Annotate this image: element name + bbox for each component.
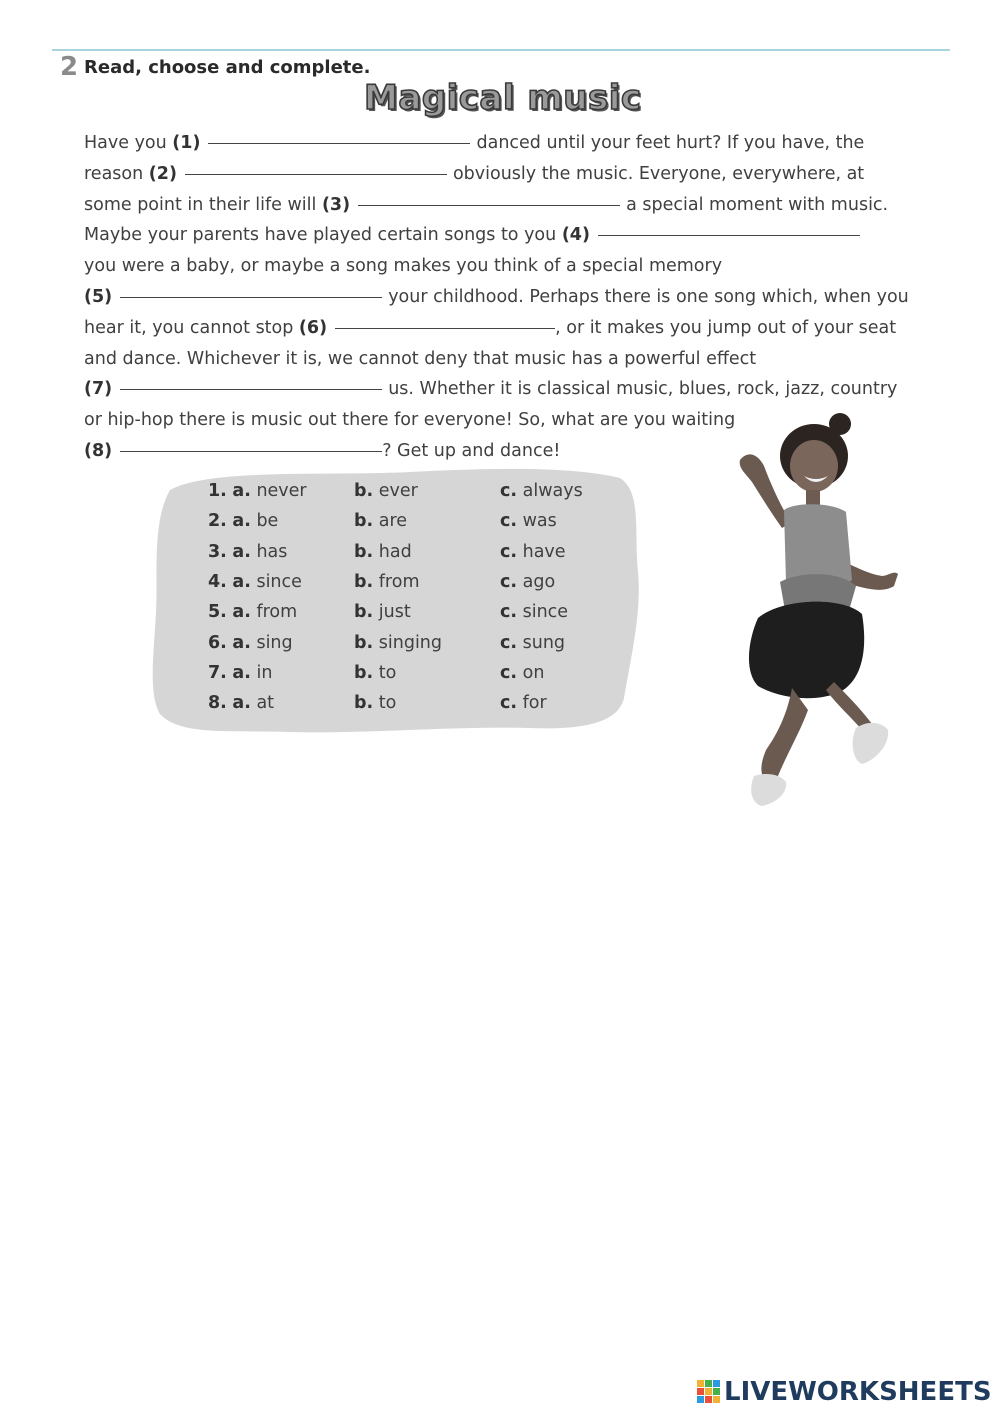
option-row-2: [208, 506, 628, 536]
passage-line-6: (5) your childhood. Perhaps there is one song which, when you: [84, 286, 909, 307]
option-6-a[interactable]: 6. a. sing: [208, 632, 293, 653]
option-7-b[interactable]: b. to: [354, 662, 397, 683]
option-7-a[interactable]: 7. a. in: [208, 662, 273, 683]
option-2-c[interactable]: c. was: [500, 511, 557, 532]
passage-line-8: and dance. Whichever it is, we cannot deny that music has a powerful effect: [84, 348, 757, 369]
gap-blank-4[interactable]: [598, 234, 860, 236]
passage-line-4: Maybe your parents have played certain songs to you (4): [84, 220, 954, 251]
option-8-a[interactable]: 8. a. at: [208, 693, 275, 714]
option-row-5: [208, 597, 628, 627]
option-row-6: [208, 628, 628, 658]
option-row-8: [208, 688, 628, 718]
top-rule: [52, 49, 950, 51]
gap-number-8: (8): [84, 440, 113, 461]
worksheet-title: Magical music: [364, 78, 642, 118]
gap-blank-7[interactable]: [120, 388, 382, 390]
dancing-girl-illustration: [722, 410, 912, 810]
gap-blank-6[interactable]: [335, 327, 555, 329]
gap-number-3: (3): [321, 194, 351, 215]
passage-line-5: you were a baby, or maybe a song makes you think of a special memory: [84, 256, 723, 277]
gap-blank-2[interactable]: [185, 173, 447, 175]
gap-blank-8[interactable]: [120, 450, 382, 452]
option-row-3: [208, 537, 628, 567]
gap-number-4: (4): [561, 225, 590, 246]
option-4-b[interactable]: b. from: [354, 571, 420, 592]
option-8-b[interactable]: b. to: [354, 693, 397, 714]
option-4-c[interactable]: c. ago: [500, 571, 556, 592]
option-1-c[interactable]: c. always: [500, 481, 583, 501]
option-3-b[interactable]: b. had: [354, 541, 412, 562]
option-5-a[interactable]: 5. a. from: [208, 602, 298, 623]
exercise-instruction: Read, choose and complete.: [84, 57, 371, 78]
option-3-c[interactable]: c. have: [500, 541, 566, 562]
option-row-7: [208, 658, 628, 688]
passage-line-10: or hip-hop there is music out there for everyone! So, what are you waiting: [84, 410, 736, 431]
passage-line-3: some point in their life will (3) a special moment with music.: [84, 194, 889, 215]
dancing-girl-photo: [722, 410, 912, 810]
option-3-a[interactable]: 3. a. has: [208, 541, 288, 562]
option-6-b[interactable]: b. singing: [354, 632, 443, 653]
option-7-c[interactable]: c. on: [500, 662, 545, 683]
option-4-a[interactable]: 4. a. since: [208, 571, 302, 592]
liveworksheets-brand: [696, 1374, 992, 1410]
passage-line-9: (7) us. Whether it is classical music, blues, rock, jazz, country: [84, 379, 898, 400]
gap-blank-5[interactable]: [120, 296, 382, 298]
gap-blank-1[interactable]: [208, 142, 470, 144]
option-5-b[interactable]: b. just: [354, 602, 411, 623]
option-6-c[interactable]: c. sung: [500, 632, 566, 653]
passage-line-2: reason (2) obviously the music. Everyone, everywhere, at: [84, 163, 865, 184]
option-row-1: [208, 476, 628, 506]
brand-name: LIVEWORKSHEETS: [724, 1377, 992, 1407]
passage-line-7: hear it, you cannot stop (6) , or it makes you jump out of your seat: [84, 317, 897, 338]
exercise-number: 2: [60, 52, 79, 82]
gap-number-7: (7): [84, 379, 113, 400]
option-1-b[interactable]: b. ever: [354, 481, 418, 501]
option-8-c[interactable]: c. for: [500, 693, 547, 714]
option-2-a[interactable]: 2. a. be: [208, 511, 279, 532]
option-2-b[interactable]: b. are: [354, 511, 408, 532]
passage-line-1: Have you (1) danced until your feet hurt? If you have, the: [84, 133, 865, 153]
liveworksheets-logo-icon: [696, 1378, 722, 1406]
option-5-c[interactable]: c. since: [500, 602, 569, 623]
gap-number-6: (6): [298, 317, 328, 338]
passage-line-11: (8) ? Get up and dance!: [84, 440, 561, 461]
gap-number-5: (5): [84, 286, 113, 307]
gap-number-2: (2): [148, 163, 177, 184]
option-row-4: [208, 567, 628, 597]
gap-blank-3[interactable]: [358, 204, 620, 206]
option-1-a[interactable]: 1. a. never: [208, 481, 307, 501]
gap-number-1: (1): [172, 133, 201, 153]
